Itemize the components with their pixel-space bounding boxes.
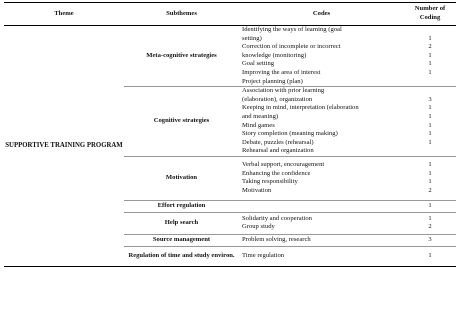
code-line: Time regulation [242, 252, 285, 260]
subtheme-cell: Source management [124, 234, 239, 246]
code-line: Verbal support, encouragement [242, 161, 325, 169]
code-line: Story completion (meaning making) [242, 130, 338, 138]
number-value: 2 [428, 43, 432, 51]
code-line: Association with prior learning [242, 87, 325, 95]
number-value: 1 [428, 161, 432, 169]
code-line: Problem solving, research [242, 236, 311, 244]
number-value: 1 [428, 178, 432, 186]
codes-cell [239, 246, 404, 266]
code-line: setting) [242, 34, 262, 42]
number-value: 1 [428, 34, 432, 42]
code-line: (elaboration), organization [242, 95, 313, 103]
code-line [242, 202, 403, 211]
number-value: 1 [428, 138, 432, 146]
code-line: and meaning) [242, 112, 279, 120]
code-line: Solidarity and cooperation [242, 214, 312, 222]
header-codes: Codes [239, 3, 404, 26]
subtheme-cell: Motivation [124, 156, 239, 200]
number-value: 1 [428, 121, 432, 129]
number-value [405, 147, 455, 156]
subtheme-cell: Help search [124, 212, 239, 234]
number-cell [404, 212, 456, 234]
number-value: 1 [428, 202, 432, 210]
codes-cell [239, 156, 404, 200]
code-line: Project planning (plan) [242, 77, 303, 85]
number-cell [404, 246, 456, 266]
code-line: knowledge (monitoring) [242, 51, 307, 59]
code-line: Enhancing the confidence [242, 169, 311, 177]
header-number-of-coding: Number of Coding [404, 3, 456, 26]
number-value: 1 [428, 112, 432, 120]
header-row [4, 3, 456, 26]
number-value: 1 [428, 214, 432, 222]
code-line: Motivation [242, 187, 272, 194]
codes-cell [239, 200, 404, 212]
number-value: 1 [428, 68, 432, 76]
codes-cell [239, 212, 404, 234]
code-line: Identifying the ways of learning (goal [242, 26, 342, 33]
number-value [405, 26, 455, 35]
number-cell [404, 234, 456, 246]
number-value [405, 78, 455, 87]
number-value: 1 [428, 169, 432, 177]
number-value: 3 [428, 236, 432, 244]
number-value: 1 [428, 51, 432, 59]
number-value: 1 [428, 130, 432, 138]
code-line: Rehearsal and organization [242, 147, 314, 155]
header-subthemes: Subthemes [124, 3, 239, 26]
theme-cell: SUPPORTIVE TRAINING PROGRAM [4, 26, 124, 267]
code-line: Taking responsibility [242, 178, 298, 186]
number-value: 1 [428, 60, 432, 68]
coding-table [4, 2, 456, 267]
number-cell [404, 26, 456, 87]
number-value [405, 87, 455, 96]
number-cell [404, 87, 456, 157]
number-cell [404, 200, 456, 212]
number-value: 2 [428, 223, 432, 231]
codes-cell [239, 234, 404, 246]
subtheme-cell: Regulation of time and study environ. [124, 246, 239, 266]
codes-cell [239, 26, 404, 87]
table-body [4, 26, 456, 267]
subtheme-cell: Cognitive strategies [124, 87, 239, 157]
code-line: Goal setting [242, 60, 275, 68]
code-line: Correction of incomplete or incorrect [242, 43, 341, 51]
code-line: Improving the area of interest [242, 68, 321, 76]
code-line: Keeping in mind, interpretation (elaboration [242, 104, 359, 112]
subtheme-cell: Meta-cognitive strategies [124, 26, 239, 87]
code-line: Mind games [242, 121, 275, 129]
number-value: 3 [428, 95, 432, 103]
number-value: 1 [428, 104, 432, 112]
number-value: 2 [428, 187, 432, 194]
subtheme-cell: Effort regulation [124, 200, 239, 212]
number-value: 1 [428, 252, 432, 260]
codes-cell [239, 87, 404, 157]
number-cell [404, 156, 456, 200]
code-line: Group study [242, 223, 275, 231]
header-theme: Theme [4, 3, 124, 26]
table-row [4, 26, 456, 87]
code-line: Debate, puzzles (rehearsal) [242, 138, 314, 146]
